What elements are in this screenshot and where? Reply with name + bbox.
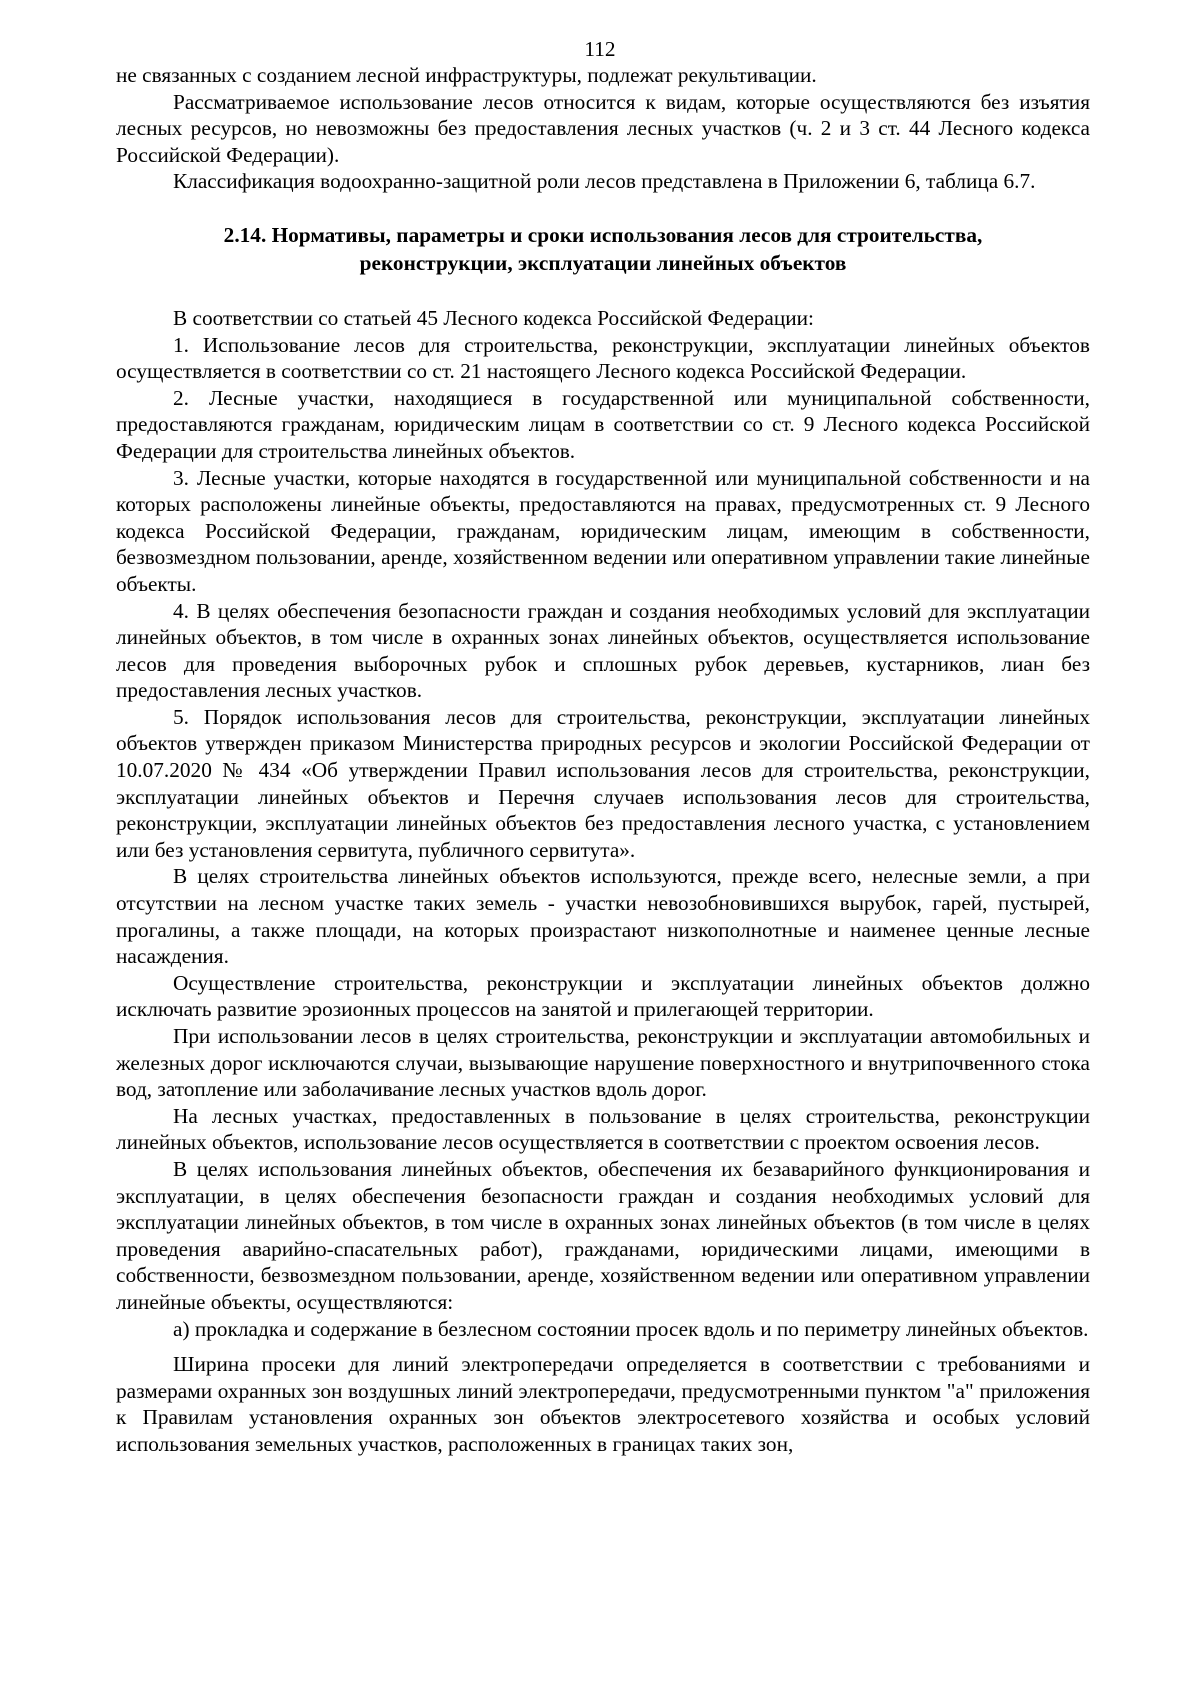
paragraph: 5. Порядок использования лесов для строительства, реконструкции, эксплуатации линейных объектов утвержден приказом Министерства природных ресурсов и экологии Российской Федерации от 10.07.2020 № 434 «Об утверждении Правил использования лесов для строительства, реконструкции, эксплуатации линейных объектов и Перечня случаев использования лесов для строительства, реконструкции, эксплуатации линейных объектов без предоставления лесного участка, с установлением или без установления сервитута, публичного сервитута». <box>116 704 1090 862</box>
section-heading-line-2: реконструкции, эксплуатации линейных объектов <box>359 250 847 275</box>
paragraph: Рассматриваемое использование лесов относится к видам, которые осуществляются без изъятия лесных ресурсов, но невозможны без предоставления лесных участков (ч. 2 и 3 ст. 44 Лесного кодекса Российской Федерации). <box>116 89 1090 167</box>
spacer <box>116 277 1090 305</box>
section-heading <box>116 221 1090 277</box>
document-body <box>116 62 1090 1458</box>
paragraph: 3. Лесные участки, которые находятся в государственной или муниципальной собственности и на которых расположены линейные объекты, предоставляются на правах, предусмотренных ст. 9 Лесного кодекса Российской Федерации, гражданам, юридическим лицам, имеющим в собственности, безвозмездном пользовании, аренде, хозяйственном ведении или оперативном управлении такие линейные объекты. <box>116 465 1090 596</box>
page-number: 112 <box>584 37 616 61</box>
section-heading-line-1: 2.14. Нормативы, параметры и сроки использования лесов для строительства, <box>223 222 983 247</box>
paragraph: В целях использования линейных объектов, обеспечения их безаварийного функционирования и эксплуатации, в целях обеспечения безопасности граждан и создания необходимых условий для эксплуатации линейных объектов, в том числе в охранных зонах линейных объектов (в том числе в целях проведения аварийно-спасательных работ), гражданами, юридическими лицами, имеющими в собственности, безвозмездном пользовании, аренде, хозяйственном ведении или оперативном управлении линейные объекты, осуществляются: <box>116 1156 1090 1314</box>
paragraph: 4. В целях обеспечения безопасности граждан и создания необходимых условий для эксплуатации линейных объектов, в том числе в охранных зонах линейных объектов, осуществляется использование лесов для проведения выборочных рубок и сплошных рубок деревьев, кустарников, лиан без предоставления лесных участков. <box>116 598 1090 703</box>
paragraph: Классификация водоохранно-защитной роли лесов представлена в Приложении 6, таблица 6.7. <box>173 169 1036 194</box>
paragraph: В целях строительства линейных объектов используются, прежде всего, нелесные земли, а при отсутствии на лесном участке таких земель - участки невозобновившихся вырубок, гарей, пустырей, прогалины, а также площади, на которых произрастают низкополнотные и наименее ценные лесные насаждения. <box>116 864 1090 969</box>
paragraph: а) прокладка и содержание в безлесном состоянии просек вдоль и по периметру линейных объектов. <box>173 1316 1089 1341</box>
spacer <box>116 195 1090 221</box>
spacer <box>116 1342 1090 1351</box>
paragraph-continuation: не связанных с созданием лесной инфраструктуры, подлежат рекультивации. <box>116 63 817 87</box>
paragraph: 1. Использование лесов для строительства, реконструкции, эксплуатации линейных объектов осуществляется в соответствии со ст. 21 настоящего Лесного кодекса Российской Федерации. <box>116 332 1090 384</box>
paragraph: На лесных участках, предоставленных в пользование в целях строительства, реконструкции линейных объектов, использование лесов осуществляется в соответствии с проектом освоения лесов. <box>116 1103 1090 1155</box>
paragraph: 2. Лесные участки, находящиеся в государственной или муниципальной собственности, предоставляются гражданам, юридическим лицам в соответствии со ст. 9 Лесного кодекса Российской Федерации для строительства линейных объектов. <box>116 385 1090 463</box>
paragraph: При использовании лесов в целях строительства, реконструкции и эксплуатации автомобильных и железных дорог исключаются случаи, вызывающие нарушение поверхностного и внутрипочвенного стока вод, затопление или заболачивание лесных участков вдоль дорог. <box>116 1024 1090 1102</box>
paragraph: Ширина просеки для линий электропередачи определяется в соответствии с требованиями и размерами охранных зон воздушных линий электропередачи, предусмотренными пунктом "а" приложения к Правилам установления охранных зон объектов электросетевого хозяйства и особых условий использования земельных участков, расположенных в границах таких зон, <box>116 1352 1090 1456</box>
paragraph: Осуществление строительства, реконструкции и эксплуатации линейных объектов должно исключать развитие эрозионных процессов на занятой и прилегающей территории. <box>116 970 1090 1022</box>
paragraph: В соответствии со статьей 45 Лесного кодекса Российской Федерации: <box>173 305 814 330</box>
